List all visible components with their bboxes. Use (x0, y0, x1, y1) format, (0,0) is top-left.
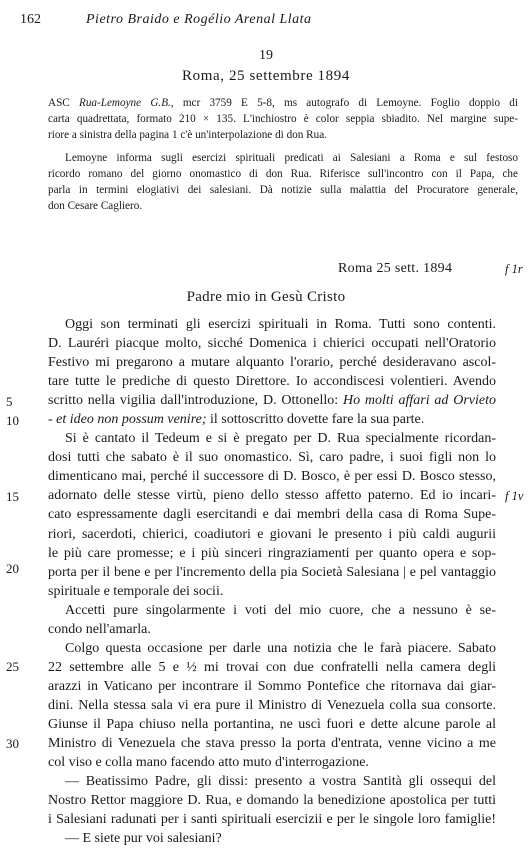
italic-quote: - et ideo non possum venire; (48, 412, 207, 428)
letter-salutation: Padre mio in Gesù Cristo (186, 289, 346, 305)
letter-summary (48, 150, 518, 214)
letter-date: Roma 25 sett. 1894 (338, 261, 453, 276)
line-number-10: 10 (6, 413, 19, 428)
body-line: Accetti pure singolarmente i voti del mio cuore, che a nessuno è se- (65, 602, 496, 618)
archival-note (48, 95, 518, 143)
body-line: dini. Nella stessa sala vi era pure il Ministro di Venezuela colla sua consorte. (48, 697, 496, 713)
body-line: — Beatissimo Padre, gli dissi: presento a vostra Santità gli ossequi del (65, 774, 496, 790)
body-line: Ministro di Venezuela che stava presso la porta d'entrata, venne vicino a me (48, 736, 496, 752)
summary-line: parla in termini elogiativi dei salesiani. Dà notizie sulla malattia del Procuratore generale, (48, 184, 518, 196)
folio-mark-1r: f 1r (505, 262, 523, 276)
body-line: Oggi son terminati gli esercizi spirituali in Roma. Tutti sono contenti. (65, 317, 496, 332)
summary-line: Lemoyne informa sugli esercizi spirituali predicati ai Salesiani a Roma e sul festoso (65, 152, 518, 164)
line-number-30: 30 (6, 736, 19, 751)
body-line: spirituale e temporale dei socii. (48, 583, 224, 599)
body-line: adornato delle stesse virtù, pieno dello stesso affetto paterno. Ed io incari- (48, 488, 496, 504)
body-line: porta per il bene e per l'incremento della pia Società Salesiana | e pel vantaggio (48, 564, 496, 580)
body-line: cato espressamente dagli esercitandi e dai membri della casa di Roma Supe- (48, 507, 496, 523)
italic-quote: Ho molti affari ad Orvieto (342, 393, 496, 409)
body-line: Colgo questa occasione per darle una notizia che le farà piacere. Sabato (65, 640, 496, 656)
letter-body (48, 315, 496, 848)
body-line: Nostro Rettor maggiore D. Rua, e domando la benedizione apostolica per tutti (48, 793, 496, 809)
archival-note-line: riore a sinistra della pagina 1 c'è un'interpolazione di don Rua. (48, 129, 327, 141)
line-number-5: 5 (6, 394, 13, 409)
body-line: D. Lauréri piacque molto, sicché Domenica i chierici occupati nell'Oratorio (48, 336, 496, 352)
line-number-25: 25 (6, 659, 19, 674)
body-line: condo nell'amarla. (48, 621, 151, 637)
body-line: — E siete pur voi salesiani? (65, 831, 222, 847)
body-line: Giunse il Papa chiuso nella portantina, ne uscì fuori e dette alcune parole al (48, 716, 496, 732)
body-line: Festivo mi pregarono a mutare alquanto l'orario, perché desideravano ascol- (48, 355, 496, 371)
body-line: arazzi in Vaticano per incontrare il Sommo Pontefice che ritornava dai giar- (48, 678, 496, 694)
running-title: Pietro Braido e Rogélio Arenal Llata (86, 12, 312, 27)
body-line: le più care promesse; e i più sinceri ringraziamenti per quanto opera e sop- (48, 545, 496, 561)
line-number-20: 20 (6, 561, 19, 576)
archival-note-line: ASC Rua-Lemoyne G.B., mcr 3759 E 5-8, ms autografo di Lemoyne. Foglio doppio di (48, 97, 518, 109)
line-number-15: 15 (6, 489, 19, 504)
body-line: - et ideo non possum venire; il sottoscritto dovette fare la sua parte. (48, 412, 425, 428)
summary-line: ricordo romano del giorno onomastico di don Rua. Riferisce sull'incontro con il Papa, che (48, 168, 518, 180)
body-line: scritto nella vigilia dall'introduzione, D. Ottonello: Ho molti affari ad Orvieto (48, 393, 496, 409)
page-number: 162 (20, 12, 41, 27)
body-line: tare tutte le prediche di questo Direttore. Io accondiscesi volentieri. Avendo (48, 374, 496, 390)
body-line: col viso e colla mano facendo atto muto d'interrogazione. (48, 755, 369, 771)
summary-line: don Cesare Cagliero. (48, 200, 143, 212)
archival-note-line: carta quadrettata, formato 210 × 135. L'inchiostro è color seppia sbiadito. Nel margine supe- (48, 113, 518, 125)
body-line: dosi tutti che sabato è il suo onomastico. Sì, caro padre, i suoi figli non lo (48, 450, 496, 466)
archive-reference: Rua-Lemoyne G.B. (78, 97, 171, 109)
body-line: 22 settembre alle 5 e ½ mi trovai con due confratelli nella camera degli (48, 659, 496, 675)
body-line: Si è cantato il Tedeum e si è pregato per D. Rua specialmente ricordan- (65, 431, 496, 447)
folio-mark-1v: f 1v (505, 489, 524, 503)
body-line: i Salesiani radunati per i santi spirituali esercizii e per le singole loro famiglie! (48, 812, 496, 828)
document-place-date: Roma, 25 settembre 1894 (182, 68, 350, 84)
body-line: riori, sacerdoti, chierici, coadiutori e giovani le presento i più caldi augurii (48, 526, 496, 542)
document-number: 19 (259, 48, 273, 63)
body-line: dimenticano mai, perché il successore di D. Bosco, è per essi D. Bosco stesso, (48, 469, 496, 485)
